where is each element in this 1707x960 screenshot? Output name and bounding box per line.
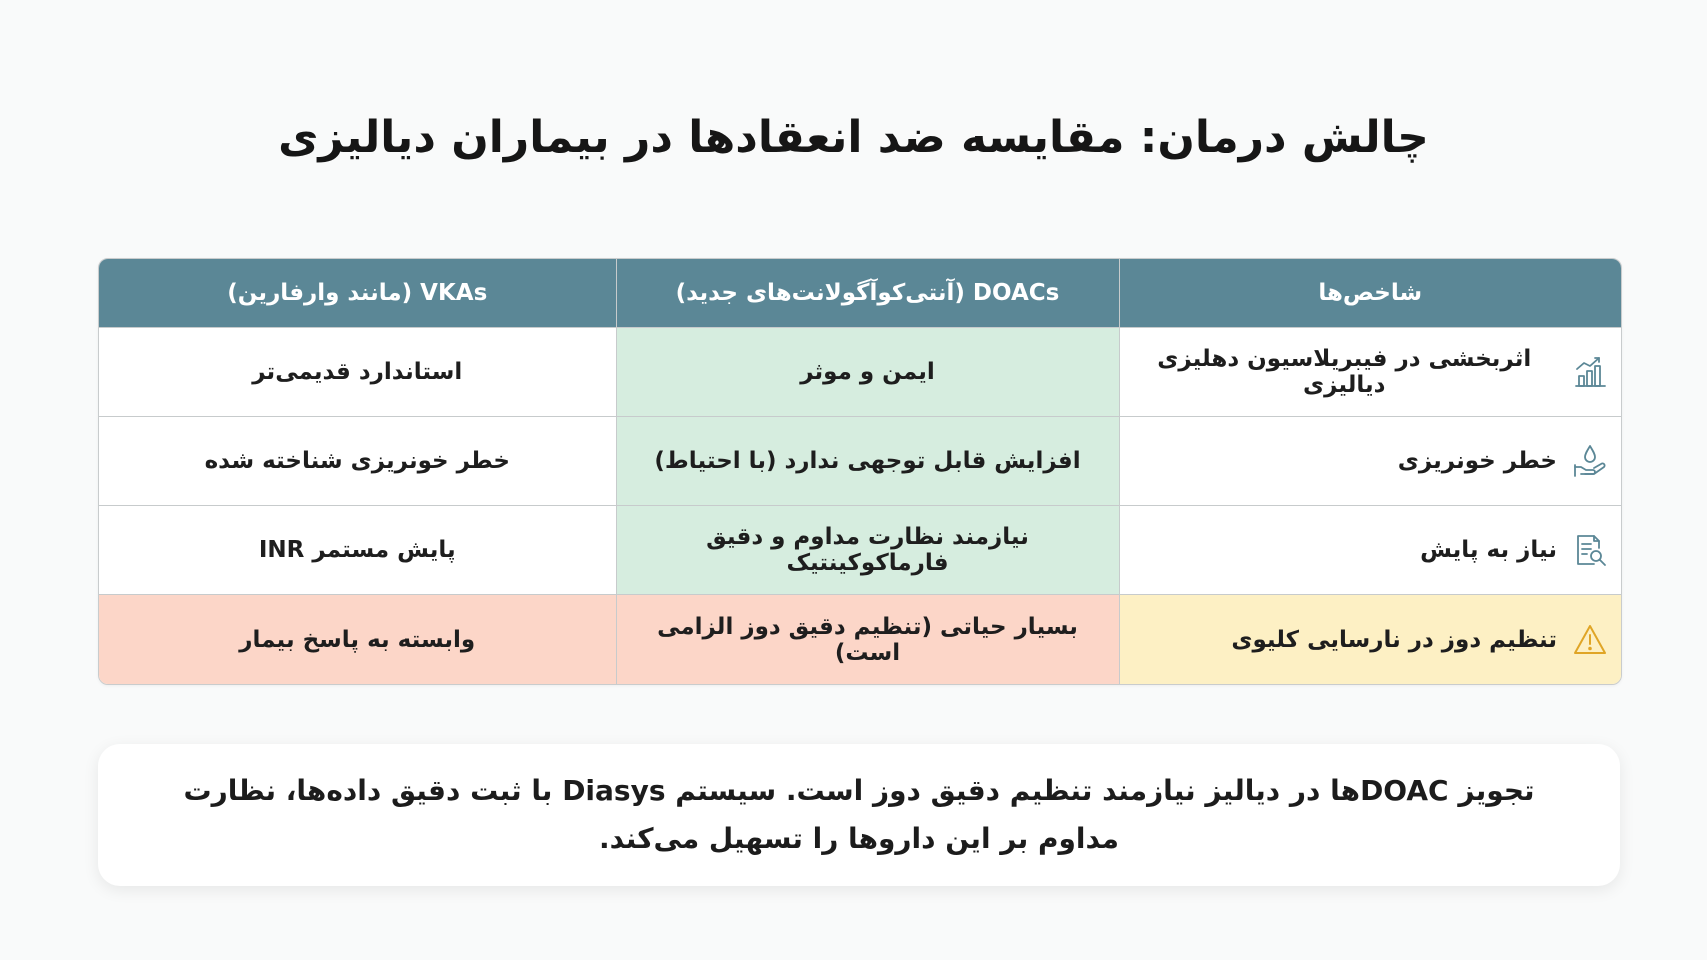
table-row [99, 595, 1621, 684]
document-search-icon [1571, 531, 1609, 569]
vka-cell: خطر خونریزی شناخته شده [99, 417, 616, 506]
metric-cell-bleeding [1119, 417, 1621, 506]
comparison-table-container [98, 258, 1622, 685]
vka-cell: پایش مستمر INR [99, 506, 616, 595]
metric-cell-dose-adjustment [1119, 595, 1621, 684]
comparison-table [99, 259, 1621, 684]
vka-cell: وابسته به پاسخ بیمار [99, 595, 616, 684]
table-header-row [99, 259, 1621, 328]
bar-chart-trend-icon [1571, 353, 1609, 391]
vka-cell: استاندارد قدیمی‌تر [99, 328, 616, 417]
table-row [99, 328, 1621, 417]
doac-cell: افزایش قابل توجهی ندارد (با احتیاط) [616, 417, 1119, 506]
summary-note-card [98, 744, 1620, 886]
header-doacs: DOACs (آنتی‌کوآگولانت‌های جدید) [616, 259, 1119, 328]
table-row [99, 506, 1621, 595]
metric-cell-monitoring [1119, 506, 1621, 595]
metric-label: خطر خونریزی [1397, 448, 1557, 475]
warning-triangle-icon [1571, 621, 1609, 659]
metric-label: نیاز به پایش [1420, 537, 1557, 564]
header-metrics: شاخص‌ها [1119, 259, 1621, 328]
doac-cell: بسیار حیاتی (تنظیم دقیق دوز الزامی است) [616, 595, 1119, 684]
table-row [99, 417, 1621, 506]
page-title: چالش درمان: مقایسه ضد انعقادها در بیماران دیالیزی [278, 112, 1429, 163]
summary-note-text: تجویز DOACها در دیالیز نیازمند تنظیم دقیق دوز است. سیستم Diasys با ثبت دقیق داده‌ها، نظارت مداوم بر این داروها را تسهیل می‌کند. [183, 774, 1535, 855]
doac-cell: ایمن و موثر [616, 328, 1119, 417]
hand-drop-icon [1571, 442, 1609, 480]
doac-cell: نیازمند نظارت مداوم و دقیق فارماکوکینتیک [616, 506, 1119, 595]
header-vkas: VKAs (مانند وارفارین) [99, 259, 616, 328]
metric-label: اثربخشی در فیبریلاسیون دهلیزی دیالیزی [1157, 346, 1532, 399]
metric-label: تنظیم دوز در نارسایی کلیوی [1231, 626, 1557, 653]
metric-cell-efficacy [1119, 328, 1621, 417]
